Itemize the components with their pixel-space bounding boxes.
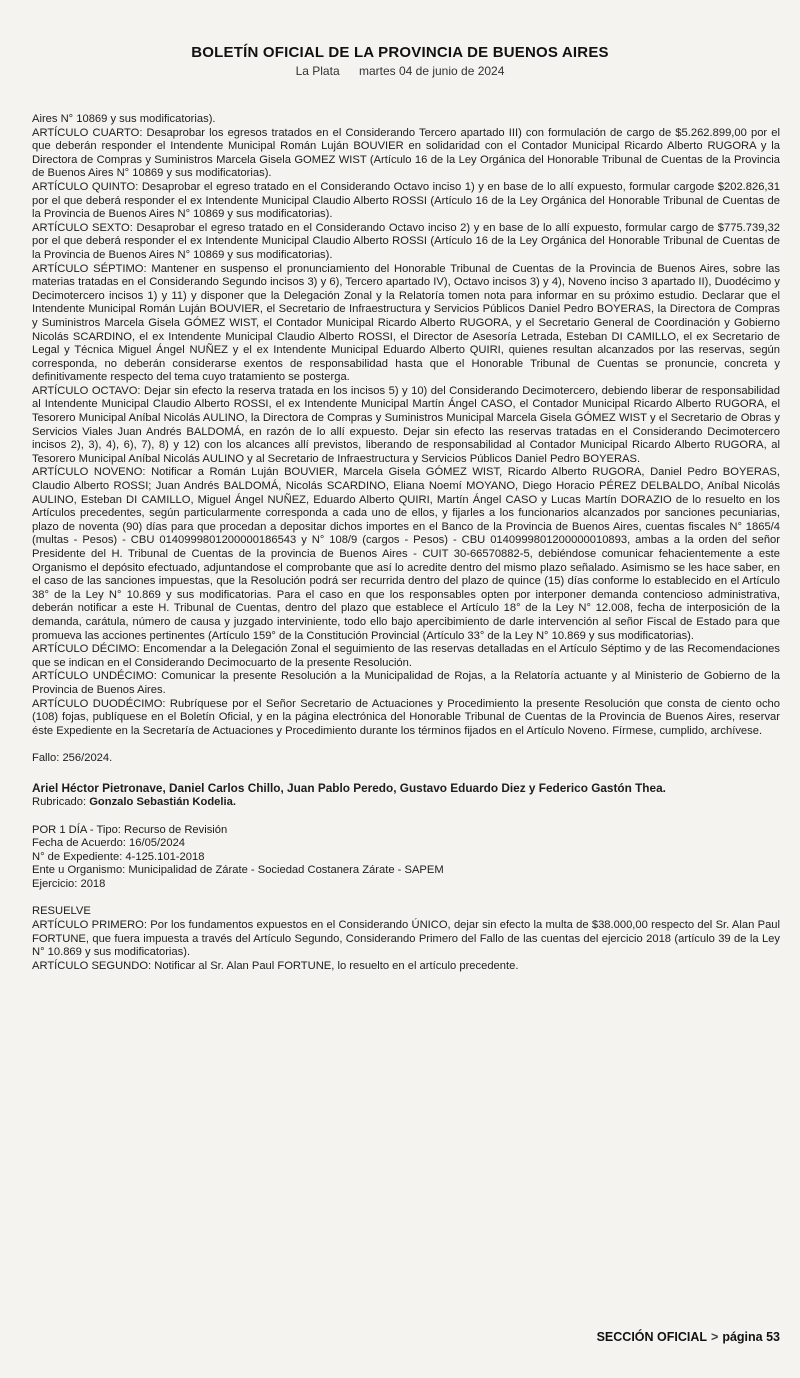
signatories: Ariel Héctor Pietronave, Daniel Carlos Chillo, Juan Pablo Peredo, Gustavo Eduardo Diez y Federico Gastón Thea. — [32, 780, 666, 795]
articulo-septimo: ARTÍCULO SÉPTIMO: Mantener en suspenso el pronunciamiento del Honorable Tribunal de Cuentas de la Provincia de Buenos Aires, sobre las materias tratadas en el Considerando Segundo incisos 3) y 6), Tercero apartado IV), Octavo incisos 3) y 4), Noveno inciso 3 apartado II), Duodécimo y Decimotercero incisos 1) y 11) y disponer que la Delegación Zonal y la Relatoría tomen nota para informar en su próximo estudio. Declarar que el Intendente Municipal Román Luján BOUVIER, el Secretario de Infraestructura y Servicios Públicos Daniel Pedro BOYERAS, la Directora de Compras y Suministros Marcela Gisela GÓMEZ WIST, el Contador Municipal Ricardo Alberto RUGORA, y el Secretario General de Coordinación y Gobierno Nicolás SCARDINO, el ex Intendente Municipal Claudio Alberto ROSSI, el Director de Asesoría Letrada, Esteban DI CAMILLO, el ex Secretario de Legal y Técnica Miguel Ángel NUÑEZ y el ex Intendente Municipal Eduardo Alberto QUIRI, quienes resultan alcanzados por las reservas, según corresponda, no deberán considerarse exentos de responsabilidad hasta que el Honorable Tribunal de Cuentas se pronuncie, concreta y definitivamente respecto del tema cuyo tratamiento se posterga. — [32, 262, 780, 384]
articulo-sexto: ARTÍCULO SEXTO: Desaprobar el egreso tratado en el Considerando Octavo inciso 2) y en base de lo allí expuesto, formular cargo de $775.739,32 por el que deberá responder el ex Intendente Municipal Claudio Alberto ROSSI (Artículo 16 de la Ley Orgánica del Honorable Tribunal de Cuentas de la Provincia de Buenos Aires N° 10869 y sus modificatorias). — [32, 221, 780, 261]
meta-line: Ejercicio: 2018 — [32, 877, 106, 890]
bulletin-title: BOLETÍN OFICIAL DE LA PROVINCIA DE BUENOS AIRES — [191, 44, 609, 61]
meta-line: Ente u Organismo: Municipalidad de Zárate - Sociedad Costanera Zárate - SAPEM — [32, 864, 444, 877]
fallo-number: Fallo: 256/2024. — [32, 752, 113, 765]
meta-line: POR 1 DÍA - Tipo: Recurso de Revisión — [32, 823, 228, 836]
bulletin-dateline — [0, 64, 800, 78]
articulo-primero: ARTÍCULO PRIMERO: Por los fundamentos expuestos en el Considerando ÚNICO, dejar sin efecto la multa de $38.000,00 respecto del Sr. Alan Paul FORTUNE, que fuera impuesta a través del Artículo Segundo, Considerando Primero del Fallo de las cuentas del ejercicio 2018 (artículo 39 de la Ley N° 10.869 y sus modificatorias). — [32, 919, 780, 959]
page-footer — [597, 1330, 780, 1344]
articulo-cuarto: ARTÍCULO CUARTO: Desaprobar los egresos tratados en el Considerando Tercero apartado III) con formulación de cargo de $5.262.899,00 por el que deberán responder el Intendente Municipal Román Luján BOUVIER en solidaridad con el Contador Municipal Ricardo Alberto RUGORA y la Directora de Compras y Suministros Marcela Gisela GOMEZ WIST (Artículo 16 de la Ley Orgánica del Honorable Tribunal de Cuentas de la Provincia de Buenos Aires N° 10869 y sus modificatorias). — [32, 126, 780, 180]
rubricado-label: Rubricado: — [32, 795, 90, 808]
bulletin-date: martes 04 de junio de 2024 — [358, 64, 505, 78]
rubricado-line — [32, 796, 780, 810]
footer-separator: > — [711, 1330, 719, 1344]
meta-line: Fecha de Acuerdo: 16/05/2024 — [32, 837, 186, 850]
articulo-decimo: ARTÍCULO DÉCIMO: Encomendar a la Delegación Zonal el seguimiento de las reservas detalladas en el Artículo Séptimo y de las Recomendaciones que se indican en el Considerando Decimocuarto de la presente Resolución. — [32, 643, 780, 669]
paragraph: Aires N° 10869 y sus modificatorias). — [32, 113, 216, 125]
articulo-quinto: ARTÍCULO QUINTO: Desaprobar el egreso tratado en el Considerando Octavo inciso 1) y en base de lo allí expuesto, formular cargode $202.826,31 por el que deberá responder el ex Intendente Municipal Claudio Alberto ROSSI (Artículo 16 de la Ley Orgánica del Honorable Tribunal de Cuentas de la Provincia de Buenos Aires N° 10869 y sus modificatorias). — [32, 180, 780, 221]
articulo-segundo: ARTÍCULO SEGUNDO: Notificar al Sr. Alan Paul FORTUNE, lo resuelto en el artículo precedente. — [32, 959, 519, 972]
rubricado-name: Gonzalo Sebastián Kodelia. — [89, 795, 236, 808]
articulo-octavo: ARTÍCULO OCTAVO: Dejar sin efecto la reserva tratada en los incisos 5) y 10) del Considerando Decimotercero, debiendo liberar de responsabilidad al Intendente Municipal Claudio Alberto ROSSI, el ex Intendente Municipal Martín Ángel CASO, el Contador Municipal Ricardo Alberto RUGORA, el Tesorero Municipal Aníbal Nicolás AULINO, la Directora de Compras y Suministros Municipal Marcela Gisela GÓMEZ WIST y el Secretario de Obras y Servicios Viales Juan Andrés BALDOMÁ, en razón de lo allí expuesto. Dejar sin efecto las reservas tratadas en el Considerando Decimotercero incisos 2), 3), 4), 6), 7), 8) y 12) con los alcances allí previstos, liberando de responsabilidad al Contador Municipal Ricardo Alberto RUGORA, al Tesorero Municipal Aníbal Nicolás AULINO y al Secretario de Infraestructura y Servicios Públicos Daniel Pedro BOYERAS. — [32, 384, 780, 465]
resuelve-heading: RESUELVE — [32, 905, 91, 918]
bulletin-city: La Plata — [295, 64, 340, 78]
meta-line: N° de Expediente: 4-125.101-2018 — [32, 850, 205, 863]
footer-page-number: página 53 — [722, 1330, 780, 1344]
articulo-duodecimo: ARTÍCULO DUODÉCIMO: Rubríquese por el Señor Secretario de Actuaciones y Procedimiento la presente Resolución que consta de ciento ocho (108) fojas, publíquese en el Boletín Oficial, y en la página electrónica del Honorable Tribunal de Cuentas de la Provincia de Buenos Aires, reservar éste Expediente en la Secretaría de Actuaciones y Procedimiento durante los términos fijados en el Artículo Noveno. Fírmese, cumplido, archívese. — [32, 697, 780, 737]
articulo-noveno: ARTÍCULO NOVENO: Notificar a Román Luján BOUVIER, Marcela Gisela GÓMEZ WIST, Ricardo Alberto RUGORA, Daniel Pedro BOYERAS, Claudio Alberto ROSSI; Juan Andrés BALDOMÁ, Nicolás SCARDINO, Eliana Noemí MOYANO, Diego Horacio PÉREZ DELBALDO, Aníbal Nicolás AULINO, Esteban DI CAMILLO, Miguel Ángel NUÑEZ, Eduardo Alberto QUIRI, Martín Ángel CASO y Lucas Martín DORAZIO de lo resuelto en los Artículos precedentes, según particularmente corresponda a cada uno de ellos, y fijarles a los funcionarios alcanzados por sanciones pecuniarias, plazo de noventa (90) días para que procedan a depositar dichos importes en el Banco de la Provincia de Buenos Aires, cuentas fiscales N° 1865/4 (multas - Pesos) - CBU 0140999801200000186543 y N° 108/9 (cargos - Pesos) - CBU 0140999801200000010893, ambas a la orden del señor Presidente del H. Tribunal de Cuentas de la provincia de Buenos Aires - CUIT 30-66570882-5, debiéndose comunicar fehacientemente a este Organismo el depósito efectuado, adjuntandose el comprobante que así lo acredite dentro del mismo plazo señalado. Asimismo se les hace saber, en el caso de las sanciones impuestas, que la Resolución podrá ser recurrida dentro del plazo de quince (15) días conforme lo establecido en el Artículo 38° de la Ley N° 10.869 y sus modificatorias. Para el caso en que los responsables opten por interponer demanda contencioso administrativa, deberán notificar a este H. Tribunal de Cuentas, dentro del plazo que establece el Artículo 18° de la Ley N° 12.008, fecha de interposición de la demanda, carátula, número de causa y juzgado interviniente, todo ello bajo apercibimiento de darle intervención al señor Fiscal de Estado para que promueva las acciones pertinentes (Artículo 159° de la Constitución Provincial (Artículo 33° de la Ley N° 10.869 y sus modificatorias). — [32, 466, 780, 642]
footer-section: SECCIÓN OFICIAL — [596, 1330, 708, 1344]
document-body — [32, 113, 780, 973]
articulo-undecimo: ARTÍCULO UNDÉCIMO: Comunicar la presente Resolución a la Municipalidad de Rojas, a la Relatoría actuante y al Ministerio de Gobierno de la Provincia de Buenos Aires. — [32, 670, 780, 696]
